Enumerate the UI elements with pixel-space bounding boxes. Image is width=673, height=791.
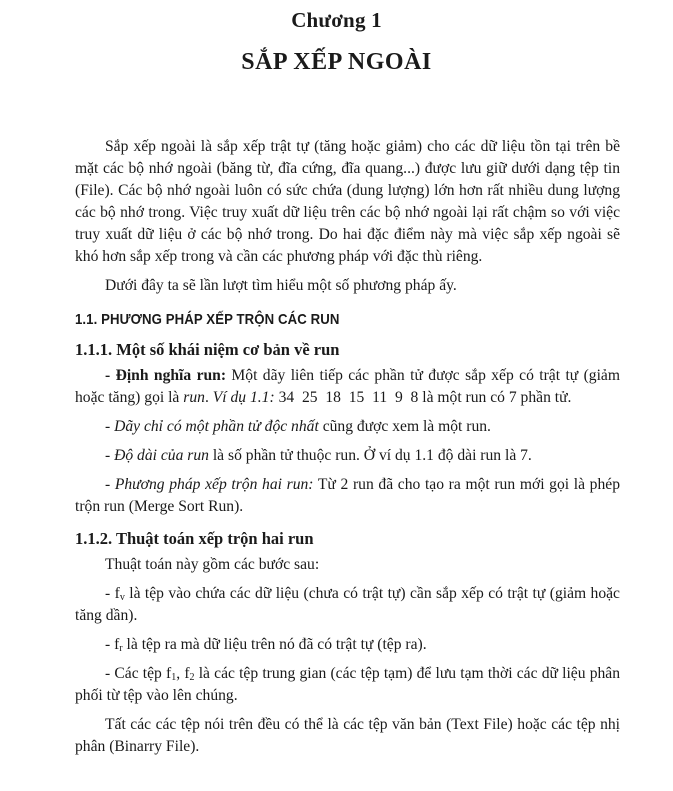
temp-files-note: - Các tệp $f_1$, $f_2$ là các tệp trung gian (các tệp tạm) để lưu tạm thời các dữ liệu phân phối từ tệp vào lên chúng.	[75, 665, 621, 704]
definition-paragraph: - Định nghĩa run: Một dãy liên tiếp các phần tử được sắp xếp có trật tự (giảm hoặc tăng) gọi là run. Ví dụ 1.1: 34 25 18 15 11 9 8 là một run có 7 phần tử.	[75, 367, 620, 406]
chapter-title: SẮP XẾP NGOÀI	[241, 49, 432, 75]
input-file-note: - $f_v$ là tệp vào chứa các dữ liệu (chưa có trật tự) cần sắp xếp có trật tự (giảm hoặc tăng dần).	[75, 585, 620, 624]
term-run: run	[183, 389, 205, 406]
subsection-heading-1-1-2: 1.1.2. Thuật toán xếp trộn hai run	[75, 529, 314, 548]
merge-method-note: - Phương pháp xếp trộn hai run: Từ 2 run đã cho tạo ra một run mới gọi là phép trộn run (Merge Sort Run).	[75, 476, 620, 515]
single-element-note: - Dãy chỉ có một phần tử độc nhất cũng được xem là một run.	[105, 418, 491, 435]
subsection-heading-1-1-1: 1.1.1. Một số khái niệm cơ bản về run	[75, 340, 340, 359]
intro-paragraph: Sắp xếp ngoài là sắp xếp trật tự (tăng hoặc giảm) cho các dữ liệu tồn tại trên bề mặt các bộ nhớ ngoài (băng từ, đĩa cứng, đĩa quang...) được lưu giữ dưới dạng tệp tin (File). Các bộ nhớ ngoài luôn có sức chứa (dung lượng) lớn hơn rất nhiều dung lượng các bộ nhớ trong. Việc truy xuất dữ liệu trên các bộ nhớ ngoài lại rất chậm so với việc truy xuất dữ liệu ở các bộ nhớ trong. Do hai đặc điểm này mà việc sắp xếp ngoài sẽ khó hơn sắp xếp trong và cần các phương pháp với đặc thù riêng.	[75, 138, 620, 265]
output-file-note: - $f_r$ là tệp ra mà dữ liệu trên nó đã có trật tự (tệp ra).	[105, 636, 427, 654]
conclusion-paragraph: Tất các các tệp nói trên đều có thể là các tệp văn bản (Text File) hoặc các tệp nhị phân (Binarry File).	[75, 716, 620, 755]
definition-label: - Định nghĩa run:	[105, 367, 227, 384]
document-body	[75, 136, 620, 758]
section-heading-1-1: 1.1. PHƯƠNG PHÁP XẾP TRỘN CÁC RUN	[75, 311, 340, 328]
run-length-note: - Độ dài của run là số phần tử thuộc run. Ở ví dụ 1.1 độ dài run là 7.	[105, 447, 532, 464]
example-values: 34 25 18 15 11 9 8	[274, 389, 419, 406]
algorithm-intro: Thuật toán này gồm các bước sau:	[105, 556, 320, 573]
intro-paragraph-2: Dưới đây ta sẽ lần lượt tìm hiểu một số phương pháp ấy.	[105, 277, 457, 294]
chapter-label: Chương 1	[291, 8, 382, 32]
example-label: Ví dụ 1.1:	[212, 389, 275, 406]
